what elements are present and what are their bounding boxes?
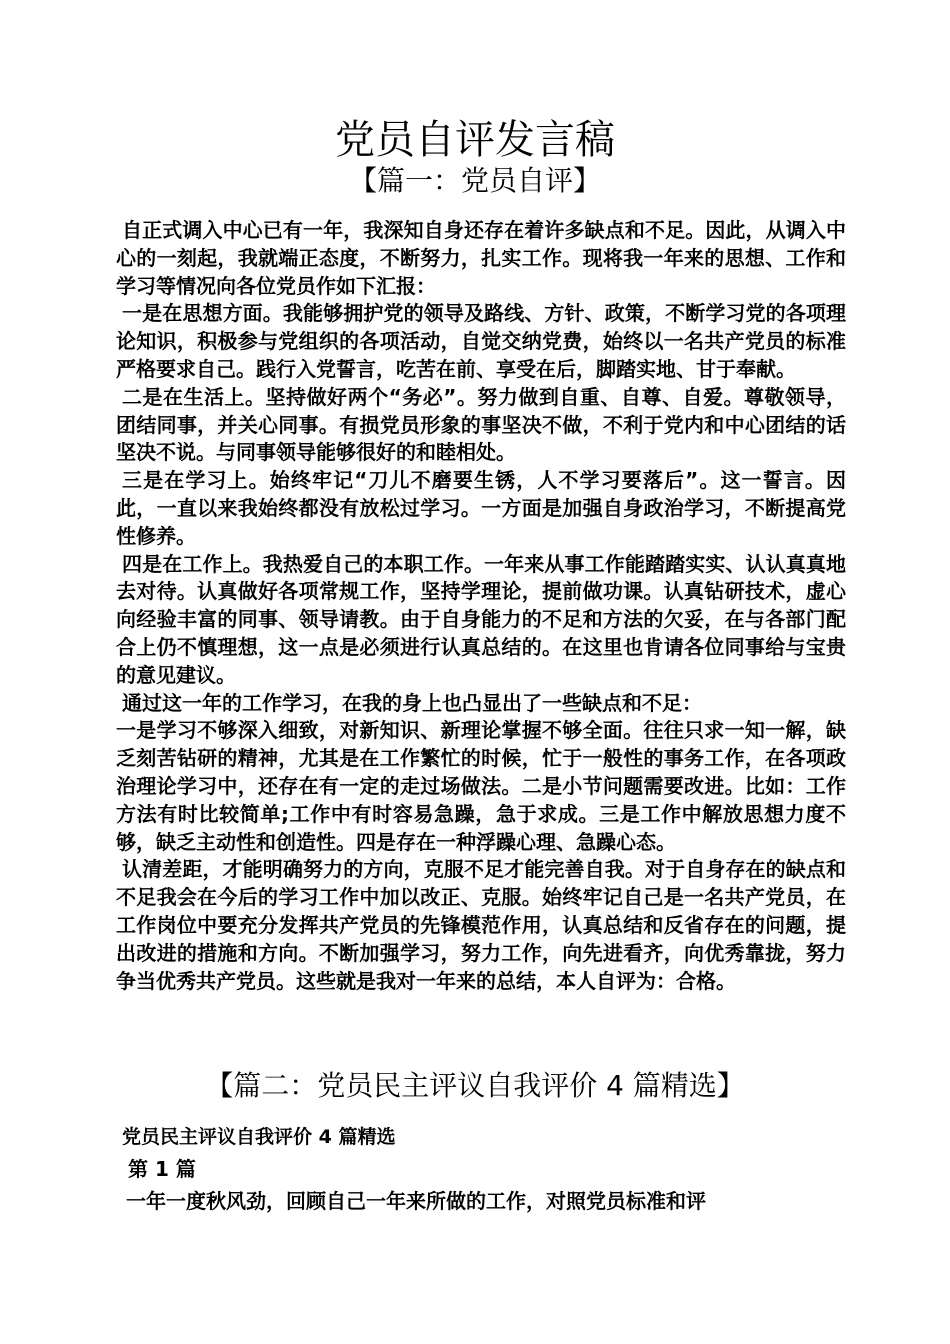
- paragraph: 一年一度秋风劲，回顾自己一年来所做的工作，对照党员标准和评: [126, 1188, 706, 1213]
- section2-body: [116, 1124, 846, 1219]
- paragraph: 三是在学习上。始终牢记“刀儿不磨要生锈，人不学习要落后”。这一誓言。因此，一直以来我始终都没有放松过学习。一方面是加强自身政治学习，不断提高党性修养。: [116, 468, 846, 548]
- paragraph: 四是在工作上。我热爱自己的本职工作。一年来从事工作能踏踏实实、认认真真地去对待。认真做好各项常规工作，坚持学理论，提前做功课。认真钻研技术，虚心向经验丰富的同事、领导请教。由于自身能力的不足和方法的欠妥，在与各部门配合上仍不慎理想，这一点是必须进行认真总结的。在这里也肯请各位同事给与宝贵的意见建议。: [116, 551, 846, 687]
- section2-part-label: 第 1 篇: [128, 1156, 196, 1181]
- paragraph: 通过这一年的工作学习，在我的身上也凸显出了一些缺点和不足：: [122, 690, 702, 715]
- section1-body: [116, 217, 846, 995]
- paragraph: 自正式调入中心已有一年，我深知自身还存在着许多缺点和不足。因此，从调入中心的一刻起，我就端正态度，不断努力，扎实工作。现将我一年来的思想、工作和学习等情况向各位党员作如下汇报：: [116, 218, 846, 298]
- section2-heading: 【篇二：党员民主评议自我评价 4 篇精选】: [205, 1069, 745, 1102]
- paragraph: 认清差距，才能明确努力的方向，克服不足才能完善自我。对于自身存在的缺点和不足我会在今后的学习工作中加以改正、克服。始终牢记自己是一名共产党员，在工作岗位中要充分发挥共产党员的先锋模范作用，认真总结和反省存在的问题，提出改进的措施和方向。不断加强学习，努力工作，向先进看齐，向优秀靠拢，努力争当优秀共产党员。这些就是我对一年来的总结，本人自评为：合格。: [116, 857, 846, 993]
- section1-heading: 【篇一：党员自评】: [348, 164, 601, 197]
- paragraph: 一是在思想方面。我能够拥护党的领导及路线、方针、政策，不断学习党的各项理论知识，积极参与党组织的各项活动，自觉交纳党费，始终以一名共产党员的标准严格要求自己。践行入党誓言，吃苦在前、享受在后，脚踏实地、甘于奉献。: [116, 301, 846, 381]
- paragraph: 二是在生活上。坚持做好两个“务必”。努力做到自重、自尊、自爱。尊敬领导，团结同事，并关心同事。有损党员形象的事坚决不做，不利于党内和中心团结的话坚决不说。与同事领导能够很好的和睦相处。: [116, 384, 846, 465]
- document-title: 党员自评发言稿: [335, 117, 615, 163]
- section2-subtitle: 党员民主评议自我评价 4 篇精选: [122, 1126, 396, 1148]
- paragraph: 一是学习不够深入细致，对新知识、新理论掌握不够全面。往往只求一知一解，缺乏刻苦钻研的精神，尤其是在工作繁忙的时候，忙于一般性的事务工作，在各项政治理论学习中，还存在有一定的走过场做法。二是小节问题需要改进。比如：工作方法有时比较简单;工作中有时容易急躁，急于求成。三是工作中解放思想力度不够，缺乏主动性和创造性。四是存在一种浮躁心理、急躁心态。: [116, 718, 846, 854]
